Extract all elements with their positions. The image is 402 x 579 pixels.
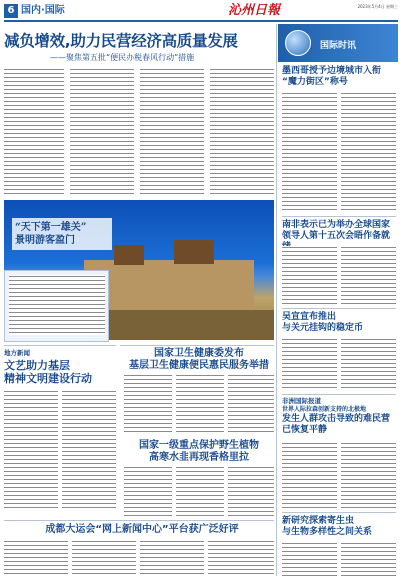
right-story-5-title-line-1: 新研究探索寄生虫 (282, 516, 355, 526)
right-story-4-title-line-3: 已恢复平静 (282, 425, 328, 435)
section-label: 国内·国际 (21, 5, 65, 16)
right-story-3-title[interactable] (282, 312, 396, 334)
quote-text (9, 275, 105, 335)
quote-box (4, 270, 109, 342)
middle-story-1-title-line-1: 国家卫生健康委发布 (154, 348, 244, 359)
bottom-story-text-col-2 (72, 540, 136, 576)
middle-story-2-title-line-1: 国家一级重点保护野生植物 (139, 440, 259, 451)
right-story-1-title-line-1: 墨西哥授予边境城市入衔 (282, 66, 382, 76)
right-story-2-text-col-1 (282, 246, 337, 304)
left-story-text-col-2 (62, 390, 116, 510)
right-story-1-text-col-1 (282, 92, 337, 212)
left-story-text-col-1 (4, 390, 58, 510)
photo-caption-line-2: 景明游客盈门 (15, 235, 75, 246)
middle-story-2-text-col-3 (228, 466, 274, 518)
castle-tower (114, 245, 144, 265)
left-story-kicker: 地方新闻 (4, 349, 30, 357)
middle-story-2-text-col-1 (124, 466, 172, 518)
right-story-3-text-col-2 (341, 338, 396, 390)
right-story-5-title[interactable] (282, 516, 396, 538)
right-story-1-text-col-2 (341, 92, 396, 212)
header-rule (4, 20, 398, 22)
right-story-5-text-col-2 (341, 542, 396, 576)
right-story-2-title-line-1: 南非表示已为举办全球国家 (282, 220, 391, 230)
globe-icon (285, 30, 311, 56)
middle-story-1-text-col-3 (228, 374, 274, 434)
lead-subtitle: ——聚焦第五批“便民办税春风行动”措施 (50, 53, 195, 62)
left-story-title-line-1: 文艺助力基层 (4, 359, 70, 372)
divider (282, 512, 396, 513)
middle-story-2-title-line-2: 高寒水韭再现香格里拉 (149, 452, 249, 463)
date-line: 2023年5月4日 星期三 (357, 4, 398, 9)
lead-text-col-2 (70, 68, 134, 196)
right-story-4-title[interactable] (282, 406, 396, 436)
bottom-story-text-col-3 (140, 540, 204, 576)
left-story-title[interactable] (4, 359, 116, 385)
castle-tower (174, 240, 214, 264)
divider (282, 308, 396, 309)
bottom-story-title[interactable]: 成都大运会“网上新闻中心”平台获广泛好评 (45, 524, 239, 535)
lead-headline[interactable]: 减负增效,助力民营经济高质量发展 (4, 32, 238, 50)
right-story-4-title-line-2: 发生人群攻击导致的难民营 (282, 414, 391, 424)
right-story-5-text-col-1 (282, 542, 337, 576)
left-story-title-line-2: 精神文明建设行动 (4, 372, 92, 385)
right-story-4-text-col-2 (341, 442, 396, 508)
right-story-2-text-col-2 (341, 246, 396, 304)
photo-caption-line-1: “天下第一雄关” (15, 222, 87, 233)
right-story-5-title-line-2: 与生物多样性之间关系 (282, 527, 373, 537)
right-story-4-kicker: 非洲国际报道 (282, 397, 321, 405)
right-story-4-text-col-1 (282, 442, 337, 508)
divider (120, 345, 274, 346)
right-story-4-title-line-1: 世界人际拉森创新支持的北极地 (282, 406, 367, 413)
divider (4, 345, 116, 346)
middle-story-1-text-col-1 (124, 374, 172, 434)
castle-wall (84, 260, 254, 310)
right-story-1-title-line-2: “魔力街区”称号 (282, 77, 348, 87)
right-story-3-title-line-2: 与关元挂钩的稳定币 (282, 323, 364, 333)
photo-caption (12, 218, 112, 250)
masthead-logo: 沁州日報 (228, 3, 281, 18)
lead-text-col-3 (140, 68, 204, 196)
right-story-2-title-line-2: 领导人第十五次会晤作备就 (282, 231, 391, 241)
right-story-1-title[interactable] (282, 66, 396, 88)
lead-text-col-4 (210, 68, 274, 196)
divider (282, 394, 396, 395)
column-divider (276, 24, 277, 576)
right-story-3-text-col-1 (282, 338, 337, 390)
middle-story-1-text-col-2 (176, 374, 224, 434)
divider (282, 216, 396, 217)
bottom-story-text-col-4 (208, 540, 274, 576)
right-story-3-title-line-1: 吴宣宣布推出 (282, 312, 337, 322)
right-column-banner-label: 国际时讯 (320, 41, 357, 51)
middle-story-2-text-col-2 (176, 466, 224, 518)
page-number: 6 (4, 4, 18, 18)
divider (4, 520, 274, 521)
middle-story-2-title[interactable] (124, 440, 274, 464)
middle-story-1-title[interactable] (124, 348, 274, 372)
middle-story-1-title-line-2: 基层卫生健康便民惠民服务举措 (129, 360, 269, 371)
bottom-story-text-col-1 (4, 540, 68, 576)
lead-text-col-1 (4, 68, 64, 196)
